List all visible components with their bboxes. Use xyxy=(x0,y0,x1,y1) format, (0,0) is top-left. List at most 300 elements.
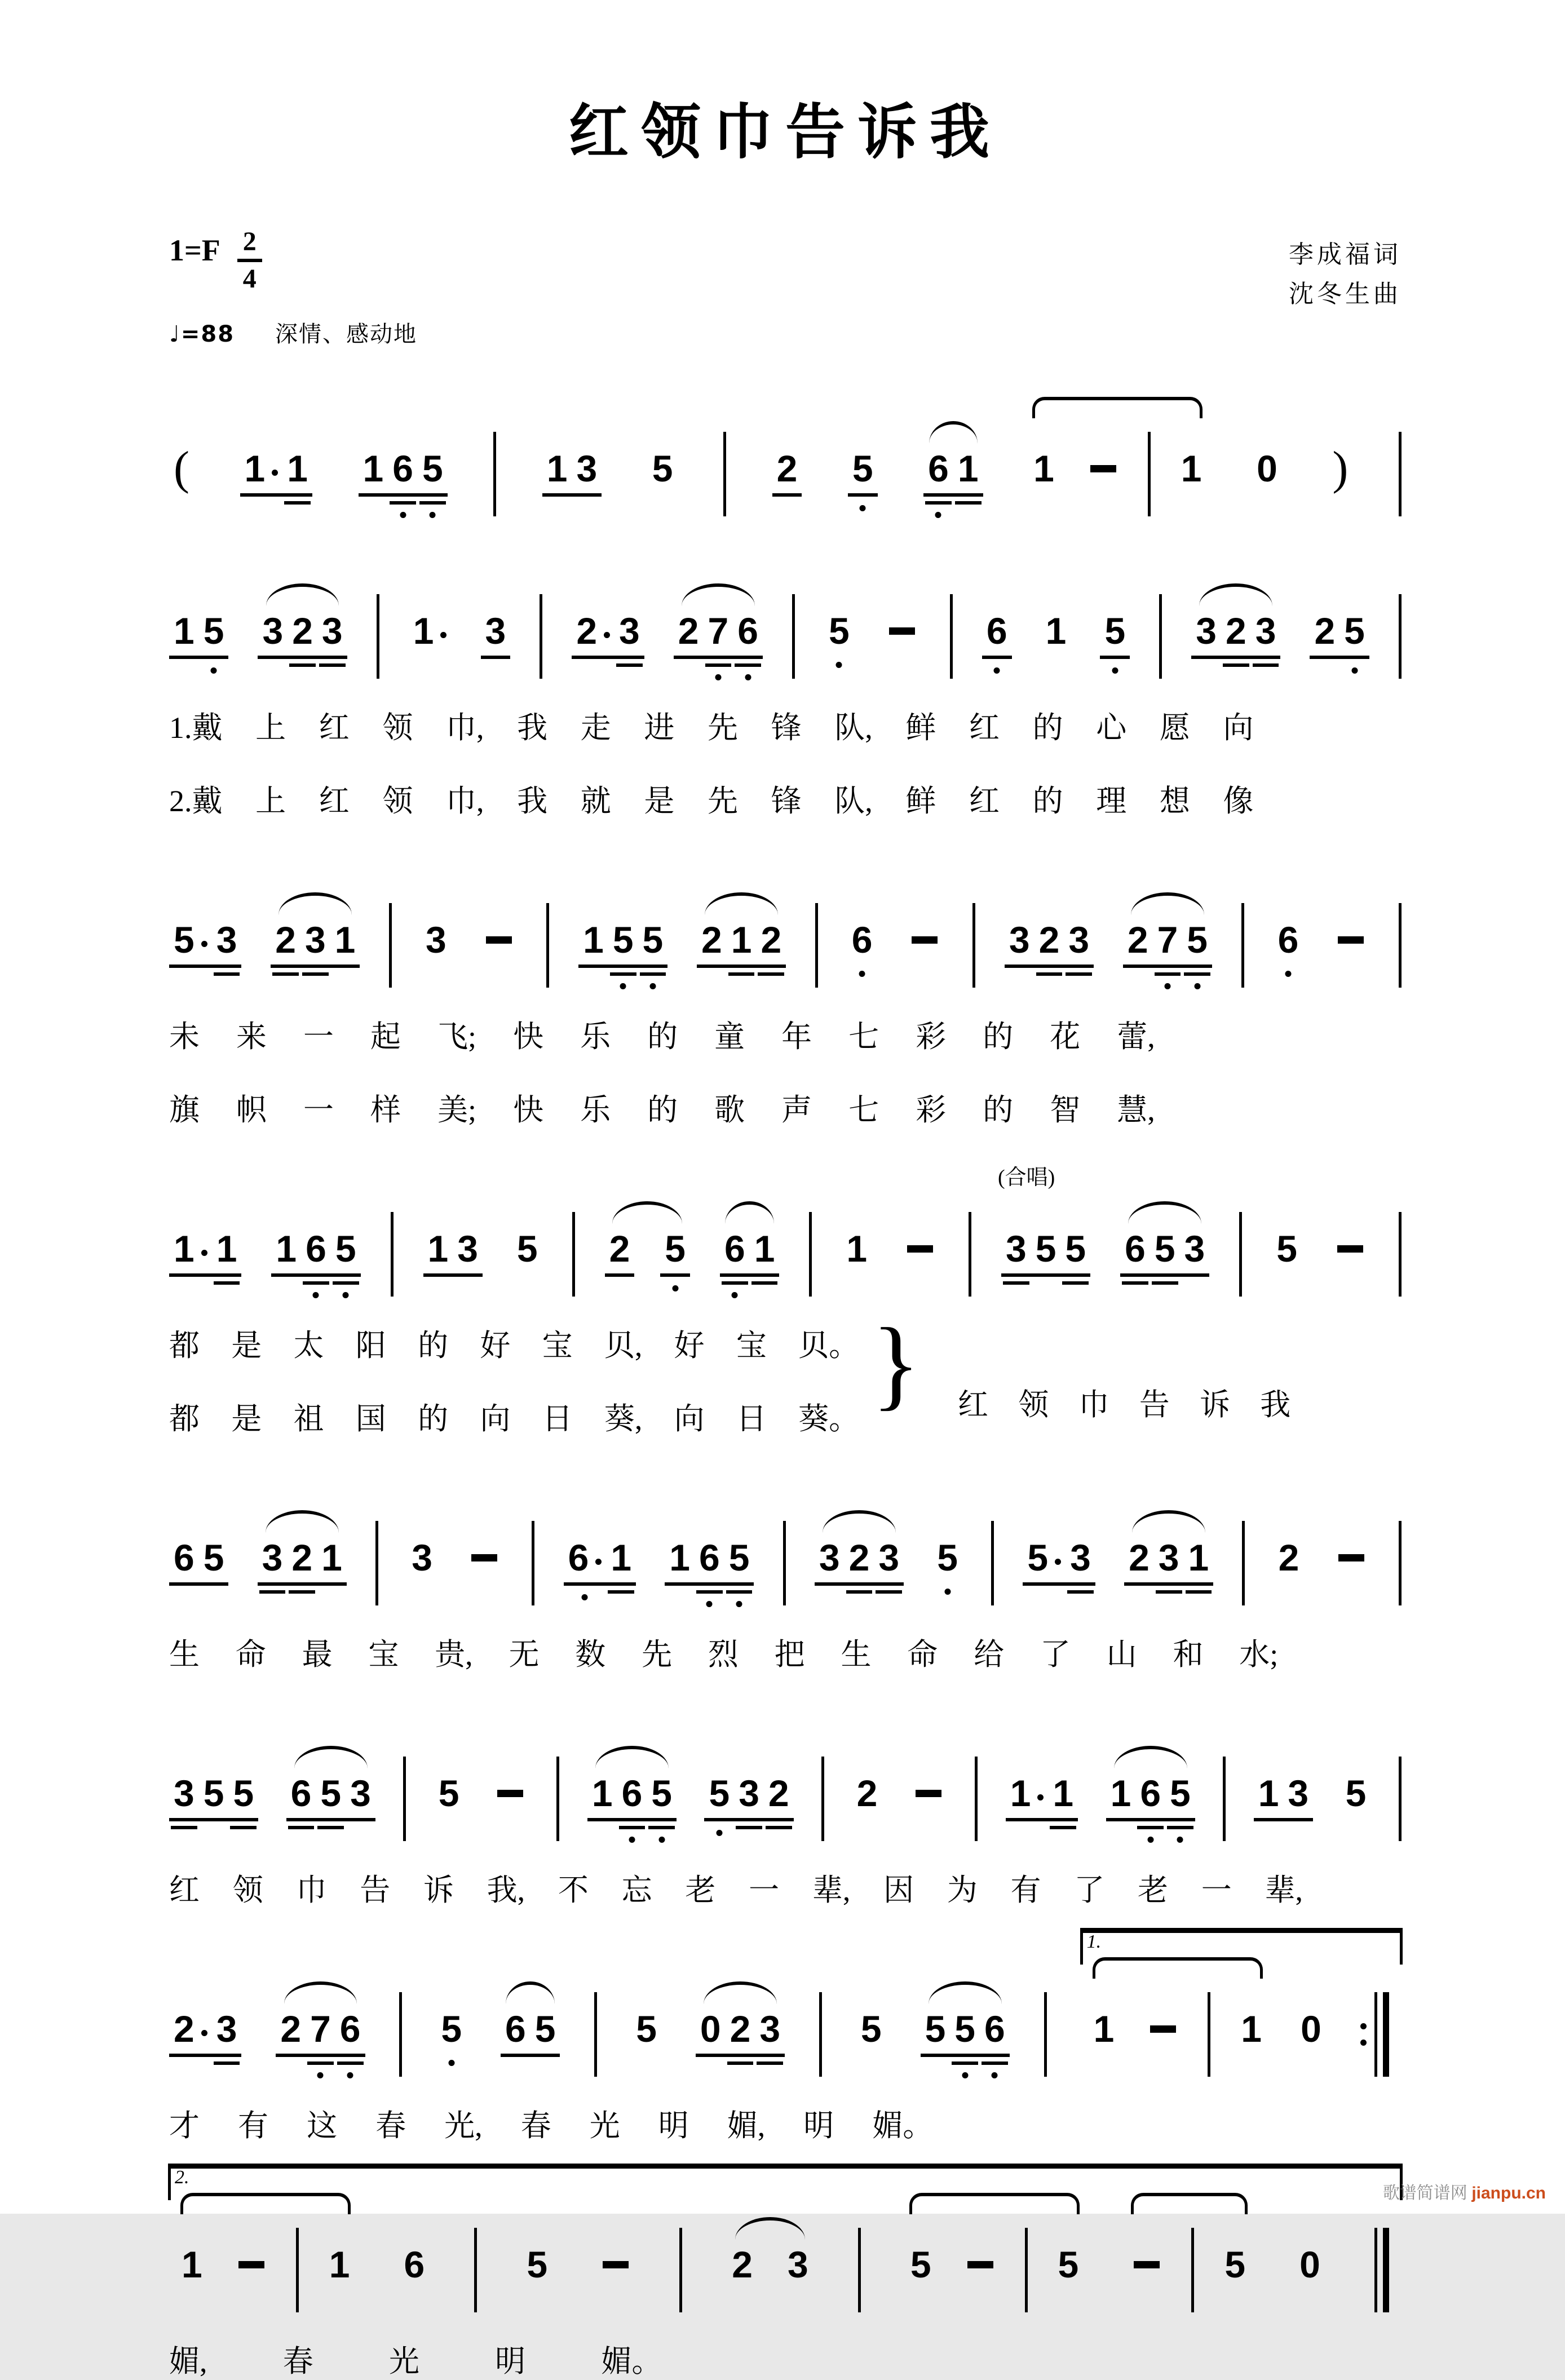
lyric-syllable: 山 xyxy=(1106,1638,1137,1671)
note: 2 xyxy=(732,2244,753,2285)
lyric-syllable: 未 xyxy=(169,1020,200,1054)
lyric-syllable: 花 xyxy=(1050,1020,1081,1054)
barline xyxy=(399,1992,402,2077)
lyric-syllable: 蕾, xyxy=(1117,1020,1155,1054)
augmentation-dot-icon xyxy=(272,470,278,476)
note: 5 xyxy=(1058,2244,1079,2285)
slur-group xyxy=(1128,2222,1250,2307)
note: 3 xyxy=(1251,611,1281,651)
note: 1 xyxy=(1181,448,1202,489)
slur-group xyxy=(1106,1773,1195,1813)
lyric-syllable: 上 xyxy=(255,784,286,818)
slur-group xyxy=(697,919,786,960)
note: 1 xyxy=(727,919,757,960)
dash-prolong xyxy=(910,1790,947,1797)
barline xyxy=(991,1521,994,1605)
note: 5 xyxy=(724,1537,754,1578)
lyric-syllable: 巾, xyxy=(446,784,484,818)
note: 5 xyxy=(169,919,212,960)
note: 6 xyxy=(1120,1228,1150,1269)
score xyxy=(169,426,1402,2380)
note: 5 xyxy=(436,2009,466,2049)
barline xyxy=(1399,432,1402,516)
note: 1 xyxy=(1241,2008,1262,2050)
lyric-syllable: 先 xyxy=(708,784,738,818)
augmentation-dot-icon xyxy=(201,2030,207,2036)
lyric-syllable: 我 xyxy=(517,711,548,745)
augmentation-dot-icon xyxy=(604,632,610,638)
note: 6 xyxy=(720,1228,750,1269)
note: 1 xyxy=(169,611,199,651)
note: 1 xyxy=(1048,1773,1078,1813)
volta-number: 2. xyxy=(175,2167,189,2188)
note: 3 xyxy=(1001,1228,1031,1269)
note: 7 xyxy=(306,2009,335,2049)
barline xyxy=(815,903,818,988)
lyric-syllable: 的 xyxy=(647,1020,678,1054)
lyric-syllable: 的 xyxy=(983,1093,1014,1127)
note: 1 xyxy=(846,1228,868,1269)
lyrics-row xyxy=(169,2107,933,2144)
lyric-syllable: 红 xyxy=(319,784,350,818)
lyric-syllable: 是 xyxy=(644,784,675,818)
lyric-syllable: 队, xyxy=(834,711,873,745)
note: 2 xyxy=(169,2009,212,2049)
note: 1 xyxy=(542,448,572,489)
fraction-bar xyxy=(237,259,262,262)
note: 6 xyxy=(923,448,953,489)
slur-group xyxy=(674,611,763,651)
low-octave-dot-icon xyxy=(1285,971,1291,977)
note: 3 xyxy=(572,448,602,489)
note: 5 xyxy=(199,1773,229,1813)
lyric-syllable: 声 xyxy=(781,1093,812,1127)
note: 7 xyxy=(1153,919,1183,960)
lyric-syllable: 明 xyxy=(495,2344,526,2378)
barline xyxy=(792,594,795,679)
lyric-syllable: 和 xyxy=(1173,1638,1204,1671)
low-octave-dot-icon xyxy=(1351,667,1358,674)
lyric-syllable: 向 xyxy=(674,1402,705,1436)
lyric-syllable: 巾 xyxy=(1078,1388,1109,1422)
note: 6 xyxy=(501,2009,530,2049)
barline xyxy=(1191,2228,1194,2312)
lyrics-row xyxy=(169,709,1254,746)
lyric-syllable: 春 xyxy=(282,2344,313,2378)
low-octave-dot-icon xyxy=(992,2072,998,2078)
low-octave-dot-icon xyxy=(716,1830,722,1836)
lyric-syllable: 给 xyxy=(974,1638,1005,1671)
note: 2 xyxy=(276,2009,306,2049)
note: 2 xyxy=(756,919,786,960)
note: 6 xyxy=(847,919,877,960)
lyric-syllable: 红 xyxy=(169,1873,200,1907)
key-signature xyxy=(169,227,417,294)
notes-row xyxy=(169,1931,1402,2071)
barline xyxy=(1399,1521,1402,1605)
barline xyxy=(1208,1992,1210,2077)
lyric-syllable: 一 xyxy=(303,1020,334,1054)
lyric-syllable: 这 xyxy=(307,2109,338,2143)
dash-prolong xyxy=(962,2261,999,2268)
note: 5 xyxy=(516,1228,538,1269)
lyric-syllable: 的 xyxy=(418,1329,449,1362)
lyric-syllable: 彩 xyxy=(916,1020,947,1054)
lyric-syllable: 国 xyxy=(355,1402,386,1436)
note: 1 xyxy=(359,448,388,489)
note: 1 xyxy=(1106,1773,1136,1813)
note: 2 xyxy=(1035,919,1064,960)
note: 5 xyxy=(608,919,638,960)
lyric-syllable: 飞; xyxy=(437,1020,477,1054)
note: 5 xyxy=(1023,1537,1066,1578)
note: 5 xyxy=(331,1228,361,1269)
lyric-syllable: 一 xyxy=(749,1873,780,1907)
note: 3 xyxy=(815,1537,845,1578)
slur-group xyxy=(501,2009,560,2049)
tempo-line xyxy=(169,316,417,348)
note: 3 xyxy=(169,1773,199,1813)
note: 3 xyxy=(614,611,644,651)
score-header xyxy=(169,227,1402,348)
slur-group xyxy=(276,2009,365,2049)
note: 1 xyxy=(578,919,608,960)
lyric-syllable: 有 xyxy=(238,2109,269,2143)
dash-prolong xyxy=(1332,1245,1369,1253)
dash-prolong xyxy=(1333,1554,1370,1561)
barline xyxy=(572,1212,575,1297)
low-octave-dot-icon xyxy=(994,667,1000,674)
dash-prolong xyxy=(466,1554,503,1561)
music-line xyxy=(169,426,1402,511)
lyric-syllable: 领 xyxy=(382,784,413,818)
slur-group xyxy=(258,1537,347,1578)
augmentation-dot-icon xyxy=(595,1559,602,1565)
note: 6 xyxy=(695,1537,724,1578)
barline xyxy=(1241,903,1244,988)
notes-row xyxy=(169,2167,1402,2307)
lyric-syllable: 媚。 xyxy=(872,2109,934,2143)
lyric-syllable: 慧, xyxy=(1117,1093,1155,1127)
note: 3 xyxy=(346,1773,375,1813)
note: 3 xyxy=(258,1537,288,1578)
lyric-syllable: 心 xyxy=(1096,711,1127,745)
note: 3 xyxy=(317,611,347,651)
lyric-syllable: 的 xyxy=(1032,784,1063,818)
lyric-syllable: 的 xyxy=(1032,711,1063,745)
lyric-syllable: 红 xyxy=(969,784,1000,818)
low-octave-dot-icon xyxy=(962,2072,968,2078)
lyric-syllable: 我 xyxy=(1260,1388,1291,1422)
beam-group xyxy=(542,448,602,489)
barline xyxy=(546,903,549,988)
expression-marking: 深情、感动地 xyxy=(275,321,418,347)
lyric-syllable: 辈, xyxy=(1265,1873,1303,1907)
note: 5 xyxy=(530,2009,560,2049)
note: 5 xyxy=(1031,1228,1061,1269)
lyric-syllable: 葵, xyxy=(604,1402,643,1436)
note: 2 xyxy=(1124,1537,1154,1578)
note: 3 xyxy=(258,611,288,651)
music-line xyxy=(169,1751,1402,1909)
note: 1 xyxy=(750,1228,780,1269)
note: 5 xyxy=(316,1773,346,1813)
lyric-syllable: 2.戴 xyxy=(169,784,223,818)
final-barline xyxy=(1370,2228,1394,2312)
augmentation-dot-icon xyxy=(201,1250,207,1256)
note: 6 xyxy=(982,611,1012,651)
note: 1 xyxy=(1093,2008,1115,2050)
note: 3 xyxy=(300,919,330,960)
dash-prolong xyxy=(1332,936,1369,944)
beam-group xyxy=(564,1537,636,1578)
augmentation-dot-icon xyxy=(1037,1794,1044,1801)
slur-group xyxy=(1124,1537,1213,1578)
note: 5 xyxy=(932,1537,962,1578)
note: 6 xyxy=(335,2009,365,2049)
barline xyxy=(858,2228,861,2312)
lyric-syllable: 光, xyxy=(444,2109,483,2143)
lyric-syllable: 乐 xyxy=(580,1093,611,1127)
dash-prolong xyxy=(492,1790,529,1797)
low-octave-dot-icon xyxy=(347,2072,353,2078)
note: 2 xyxy=(845,1537,874,1578)
lyric-syllable: 烈 xyxy=(708,1638,739,1671)
note: 5 xyxy=(848,448,878,489)
barline xyxy=(950,594,953,679)
note: 2 xyxy=(1310,611,1339,651)
lyric-syllable: 红 xyxy=(969,711,1000,745)
note: 2 xyxy=(772,448,802,489)
note: 3 xyxy=(1191,611,1221,651)
low-octave-dot-icon xyxy=(672,1285,678,1291)
barline xyxy=(1223,1757,1226,1841)
lyric-syllable: 我 xyxy=(517,784,548,818)
dash-prolong xyxy=(233,2261,270,2268)
lyric-syllable: 领 xyxy=(382,711,413,745)
note: 6 xyxy=(1135,1773,1165,1813)
notes-row xyxy=(169,589,1402,673)
lyric-syllable: 宝 xyxy=(368,1638,399,1671)
beam-group xyxy=(169,1773,258,1813)
barline xyxy=(1399,1212,1402,1297)
note: 6 xyxy=(1274,919,1303,960)
slur-group xyxy=(720,1228,779,1269)
lyrics-row xyxy=(169,1018,1155,1055)
lyric-syllable: 来 xyxy=(236,1020,267,1054)
lyric-syllable: 鲜 xyxy=(905,711,936,745)
low-octave-dot-icon xyxy=(1147,1837,1153,1843)
beam-group xyxy=(665,1537,754,1578)
low-octave-dot-icon xyxy=(317,2072,324,2078)
lyric-syllable: 就 xyxy=(580,784,611,818)
lyric-syllable: 进 xyxy=(644,711,675,745)
note: 1 xyxy=(953,448,983,489)
lyric-syllable: 日 xyxy=(542,1402,573,1436)
lyric-syllable: 春 xyxy=(520,2109,551,2143)
barline xyxy=(389,903,392,988)
parenthesis: ( xyxy=(174,442,189,494)
barline xyxy=(723,432,726,516)
lyric-syllable: 把 xyxy=(774,1638,805,1671)
note: 6 xyxy=(301,1228,331,1269)
lyric-syllable: 七 xyxy=(848,1093,879,1127)
barline xyxy=(391,1212,394,1297)
lyric-syllable: 七 xyxy=(848,1020,879,1054)
dash-prolong xyxy=(1085,465,1122,472)
note: 1 xyxy=(240,448,283,489)
note: 5 xyxy=(1339,611,1369,651)
lyric-syllable: 有 xyxy=(1010,1873,1041,1907)
lyric-syllable: 明 xyxy=(803,2109,834,2143)
lyric-syllable: 愿 xyxy=(1159,711,1190,745)
slur-group xyxy=(923,448,983,489)
augmentation-dot-icon xyxy=(1055,1559,1061,1565)
watermark-site-url: jianpu.cn xyxy=(1471,2184,1546,2202)
notes-row xyxy=(169,426,1402,511)
note: 5 xyxy=(824,611,854,651)
lyric-syllable: 是 xyxy=(231,1402,262,1436)
lyrics-row xyxy=(958,1386,1290,1423)
barline xyxy=(809,1212,812,1297)
lyric-syllable: 的 xyxy=(983,1020,1014,1054)
watermark-site-name: 歌谱简谱网 xyxy=(1382,2184,1467,2202)
lyrics-row xyxy=(169,2343,662,2380)
note: 5 xyxy=(438,1772,459,1814)
slur-group xyxy=(696,2009,785,2049)
lyric-syllable: 好 xyxy=(674,1329,705,1362)
barline xyxy=(296,2228,299,2312)
lyric-syllable: 诉 xyxy=(423,1873,454,1907)
lyric-syllable: 媚, xyxy=(169,2344,207,2378)
lyric-syllable: 好 xyxy=(480,1329,511,1362)
note: 2 xyxy=(697,919,727,960)
note: 1 xyxy=(423,1228,453,1269)
beam-group xyxy=(578,919,667,960)
notes-row xyxy=(169,1751,1402,1835)
note: 1 xyxy=(1045,610,1067,652)
note: 3 xyxy=(212,2009,242,2049)
music-line xyxy=(169,1931,1402,2144)
barline xyxy=(1399,903,1402,988)
lyrics-row xyxy=(169,1636,1278,1673)
lyrics-row xyxy=(169,1400,859,1437)
beam-group xyxy=(169,611,228,651)
note: 6 xyxy=(388,448,418,489)
slur-group xyxy=(605,1228,690,1269)
rest-note: 0 xyxy=(696,2009,726,2049)
lyric-syllable: 太 xyxy=(293,1329,324,1362)
lyric-syllable: 快 xyxy=(513,1093,544,1127)
lyric-syllable: 数 xyxy=(575,1638,606,1671)
lyrics-row xyxy=(169,1327,859,1364)
volta-bracket xyxy=(1081,1931,1402,2071)
note: 6 xyxy=(617,1773,647,1813)
volta-bracket xyxy=(169,2167,1402,2307)
note: 3 xyxy=(425,919,446,961)
lyrics-row xyxy=(169,1872,1303,1909)
note: 2 xyxy=(1278,1537,1299,1578)
lyric-syllable: 红 xyxy=(958,1388,989,1422)
dash-prolong xyxy=(883,627,921,635)
dash-prolong xyxy=(480,936,518,944)
lyric-syllable: 最 xyxy=(302,1638,333,1671)
lyricist-credit: 李成福词 xyxy=(1289,241,1402,268)
note: 5 xyxy=(860,2008,882,2050)
time-numerator: 2 xyxy=(242,227,257,256)
augmentation-dot-icon xyxy=(440,632,446,638)
barline xyxy=(975,1757,978,1841)
note: 3 xyxy=(734,1773,764,1813)
barline xyxy=(493,432,496,516)
note: 2 xyxy=(605,1228,635,1269)
lyric-syllable: 媚。 xyxy=(601,2344,662,2378)
barline xyxy=(819,1992,822,2077)
lyric-syllable: 向 xyxy=(1223,711,1254,745)
note: 2 xyxy=(287,1537,317,1578)
barline xyxy=(594,1992,597,2077)
barline xyxy=(783,1521,786,1605)
lyric-syllable: 贵, xyxy=(435,1638,473,1671)
lyric-syllable: 走 xyxy=(580,711,611,745)
note: 5 xyxy=(199,1537,229,1578)
lyric-syllable: 巾 xyxy=(296,1873,327,1907)
note: 5 xyxy=(647,1773,677,1813)
lyric-syllable: 向 xyxy=(480,1402,511,1436)
beam-group xyxy=(1023,1537,1095,1578)
note: 3 xyxy=(1064,919,1094,960)
barline xyxy=(1025,2228,1028,2312)
slur-group xyxy=(286,1773,375,1813)
beam-group xyxy=(423,1228,483,1269)
rest-note: 0 xyxy=(1301,2008,1321,2050)
note: 1 xyxy=(1033,448,1054,489)
note: 1 xyxy=(1006,1773,1049,1813)
barline xyxy=(1399,1757,1402,1841)
note: 1 xyxy=(1254,1773,1284,1813)
lyric-syllable: 了 xyxy=(1074,1873,1105,1907)
note: 2 xyxy=(572,611,614,651)
note: 5 xyxy=(660,1228,690,1269)
key-label: 1=F xyxy=(169,233,220,267)
lyric-syllable: 想 xyxy=(1159,784,1190,818)
note: 6 xyxy=(564,1537,607,1578)
lyric-syllable: 起 xyxy=(370,1020,401,1054)
lyric-syllable: 1.戴 xyxy=(169,711,223,745)
note: 5 xyxy=(1165,1773,1195,1813)
lyric-syllable: 像 xyxy=(1223,784,1254,818)
beam-group xyxy=(1310,611,1369,651)
note: 3 xyxy=(1180,1228,1210,1269)
music-line xyxy=(169,1515,1402,1673)
barline xyxy=(679,2228,682,2312)
lyric-syllable: 的 xyxy=(647,1093,678,1127)
note: 1 xyxy=(606,1537,636,1578)
note: 5 xyxy=(527,2244,548,2285)
low-octave-dot-icon xyxy=(582,1594,588,1600)
low-octave-dot-icon xyxy=(944,1589,951,1595)
note: 2 xyxy=(1123,919,1153,960)
lyric-syllable: 祖 xyxy=(293,1402,324,1436)
note: 5 xyxy=(652,448,673,489)
low-octave-dot-icon xyxy=(859,971,865,977)
low-octave-dot-icon xyxy=(745,674,751,680)
dash-prolong xyxy=(906,936,943,944)
lyric-syllable: 生 xyxy=(841,1638,872,1671)
beam-group xyxy=(169,2009,241,2049)
note: 5 xyxy=(1345,1772,1367,1814)
barline xyxy=(540,594,542,679)
